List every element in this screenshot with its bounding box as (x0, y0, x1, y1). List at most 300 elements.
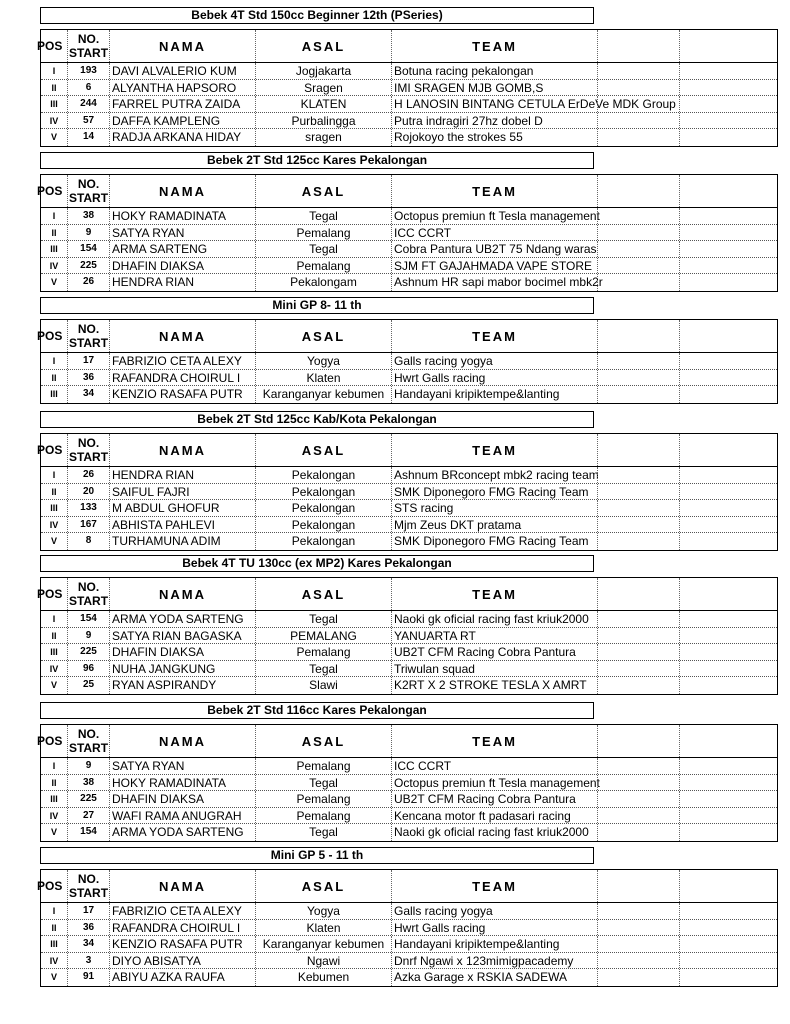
header-empty-col (597, 578, 679, 610)
team-cell: SJM FT GAJAHMADA VAPE STORE (391, 258, 597, 274)
origin-cell: Tegal (255, 775, 391, 791)
team-cell: Kencana motor ft padasari racing (391, 808, 597, 824)
team-cell: H LANOSIN BINTANG CETULA ErDeVe MDK Group (391, 96, 597, 112)
start-number-cell: 154 (67, 241, 109, 257)
rider-name-cell: TURHAMUNA ADIM (109, 533, 255, 550)
table-row (41, 208, 777, 225)
start-number-cell: 133 (67, 500, 109, 516)
origin-cell: Pemalang (255, 791, 391, 807)
rider-name-cell: M ABDUL GHOFUR (109, 500, 255, 516)
table-row (41, 274, 777, 291)
start-number-cell: 244 (67, 96, 109, 112)
results-table (37, 319, 778, 404)
origin-cell: Pemalang (255, 258, 391, 274)
empty-cell (679, 467, 777, 483)
rider-name-cell: KENZIO RASAFA PUTR (109, 386, 255, 403)
table-row (41, 517, 777, 534)
empty-cell (597, 644, 679, 660)
table-row (41, 611, 777, 628)
table-row (41, 824, 777, 841)
start-number-cell: 36 (67, 370, 109, 386)
header-no-start: NO. START (68, 872, 109, 900)
header-team: TEAM (391, 175, 597, 207)
empty-cell (597, 628, 679, 644)
position-cell: V (50, 972, 57, 983)
table-row (41, 533, 777, 550)
table-row (41, 63, 777, 80)
team-cell: YANUARTA RT (391, 628, 597, 644)
empty-cell (679, 370, 777, 386)
header-nama: NAMA (109, 578, 255, 610)
empty-cell (679, 129, 777, 146)
origin-cell: Pekalongan (255, 500, 391, 516)
empty-cell (679, 824, 777, 841)
empty-cell (679, 517, 777, 533)
header-nama: NAMA (109, 175, 255, 207)
empty-cell (597, 370, 679, 386)
header-pos: POS (37, 184, 63, 198)
empty-cell (597, 920, 679, 936)
rider-name-cell: HOKY RAMADINATA (109, 208, 255, 224)
empty-cell (597, 386, 679, 403)
table-row (41, 953, 777, 970)
empty-cell (597, 824, 679, 841)
position-cell: I (52, 614, 56, 624)
position-cell: II (51, 486, 57, 497)
origin-cell: PEMALANG (255, 628, 391, 644)
team-cell: Handayani kripiktempe&lanting (391, 386, 597, 403)
header-empty-col (597, 725, 679, 757)
position-cell: IV (49, 663, 59, 674)
origin-cell: Yogya (255, 903, 391, 919)
empty-cell (679, 969, 777, 986)
team-cell: Dnrf Ngawi x 123mimigpacademy (391, 953, 597, 969)
empty-cell (597, 500, 679, 516)
empty-cell (597, 258, 679, 274)
rider-name-cell: WAFI RAMA ANUGRAH (109, 808, 255, 824)
empty-cell (679, 113, 777, 129)
team-cell: Azka Garage x RSKIA SADEWA (391, 969, 597, 986)
position-cell: V (50, 680, 57, 691)
results-table (37, 577, 778, 695)
start-number-cell: 34 (67, 386, 109, 403)
empty-cell (597, 96, 679, 112)
origin-cell: Pemalang (255, 644, 391, 660)
table-row (41, 467, 777, 484)
rider-name-cell: SATYA RYAN (109, 758, 255, 774)
team-cell: ICC CCRT (391, 758, 597, 774)
table-row (41, 661, 777, 678)
rider-name-cell: ARMA YODA SARTENG (109, 824, 255, 841)
start-number-cell: 38 (67, 208, 109, 224)
start-number-cell: 26 (67, 274, 109, 291)
origin-cell: Pekalongan (255, 517, 391, 533)
rider-name-cell: DHAFIN DIAKSA (109, 258, 255, 274)
empty-cell (597, 113, 679, 129)
origin-cell: Tegal (255, 611, 391, 627)
header-pos: POS (37, 734, 63, 748)
rider-name-cell: ALYANTHA HAPSORO (109, 80, 255, 96)
team-cell: Handayani kripiktempe&lanting (391, 936, 597, 952)
empty-cell (597, 808, 679, 824)
empty-cell (597, 661, 679, 677)
empty-cell (679, 63, 777, 79)
start-number-cell: 36 (67, 920, 109, 936)
empty-cell (679, 96, 777, 112)
team-cell: SMK Diponegoro FMG Racing Team (391, 484, 597, 500)
header-empty-col (597, 30, 679, 62)
header-nama: NAMA (109, 320, 255, 352)
position-cell: III (50, 939, 58, 950)
empty-cell (597, 208, 679, 224)
empty-cell (597, 80, 679, 96)
origin-cell: Tegal (255, 824, 391, 841)
rider-name-cell: DAFFA KAMPLENG (109, 113, 255, 129)
header-team: TEAM (391, 30, 597, 62)
header-team: TEAM (391, 434, 597, 466)
start-number-cell: 96 (67, 661, 109, 677)
header-pos: POS (37, 39, 63, 53)
header-nama: NAMA (109, 434, 255, 466)
origin-cell: Klaten (255, 370, 391, 386)
origin-cell: Yogya (255, 353, 391, 369)
origin-cell: Pemalang (255, 808, 391, 824)
origin-cell: Purbalingga (255, 113, 391, 129)
empty-cell (597, 517, 679, 533)
empty-cell (679, 758, 777, 774)
empty-cell (679, 628, 777, 644)
header-empty-col (679, 578, 777, 610)
table-row (41, 791, 777, 808)
table-row (41, 353, 777, 370)
team-cell: Hwrt Galls racing (391, 920, 597, 936)
table-row (41, 484, 777, 501)
origin-cell: Sragen (255, 80, 391, 96)
header-team: TEAM (391, 870, 597, 902)
start-number-cell: 167 (67, 517, 109, 533)
rider-name-cell: HENDRA RIAN (109, 467, 255, 483)
empty-cell (679, 936, 777, 952)
table-row (41, 225, 777, 242)
table-row (41, 903, 777, 920)
header-team: TEAM (391, 320, 597, 352)
origin-cell: Pekalongan (255, 533, 391, 550)
team-cell: Ashnum BRconcept mbk2 racing team (391, 467, 597, 483)
origin-cell: Tegal (255, 208, 391, 224)
table-row (41, 644, 777, 661)
origin-cell: Tegal (255, 241, 391, 257)
empty-cell (597, 484, 679, 500)
rider-name-cell: DIYO ABISATYA (109, 953, 255, 969)
position-cell: V (50, 536, 57, 547)
table-row (41, 936, 777, 953)
origin-cell: Slawi (255, 677, 391, 694)
position-cell: I (52, 761, 56, 771)
results-table (37, 433, 778, 551)
header-empty-col (597, 870, 679, 902)
origin-cell: Pekalongan (255, 484, 391, 500)
header-no-start: NO. START (68, 436, 109, 464)
empty-cell (597, 903, 679, 919)
table-header (37, 30, 777, 63)
rider-name-cell: SATYA RIAN BAGASKA (109, 628, 255, 644)
header-empty-col (679, 30, 777, 62)
table-row (41, 969, 777, 986)
origin-cell: Tegal (255, 661, 391, 677)
empty-cell (679, 791, 777, 807)
origin-cell: Ngawi (255, 953, 391, 969)
table-header (37, 175, 777, 208)
empty-cell (679, 353, 777, 369)
race-class-title: Bebek 4T Std 150cc Beginner 12th (PSeries) (40, 7, 594, 24)
team-cell: IMI SRAGEN MJB GOMB,S (391, 80, 597, 96)
header-no-start: NO. START (68, 32, 109, 60)
table-row (41, 386, 777, 403)
empty-cell (597, 791, 679, 807)
team-cell: Mjm Zeus DKT pratama (391, 517, 597, 533)
origin-cell: Pekalongam (255, 274, 391, 291)
origin-cell: Kebumen (255, 969, 391, 986)
empty-cell (597, 953, 679, 969)
header-empty-col (597, 320, 679, 352)
header-pos: POS (37, 443, 63, 457)
start-number-cell: 91 (67, 969, 109, 986)
empty-cell (679, 533, 777, 550)
empty-cell (597, 677, 679, 694)
position-cell: IV (49, 260, 59, 271)
origin-cell: Jogjakarta (255, 63, 391, 79)
team-cell: UB2T CFM Racing Cobra Pantura (391, 644, 597, 660)
origin-cell: KLATEN (255, 96, 391, 112)
rider-name-cell: RADJA ARKANA HIDAY (109, 129, 255, 146)
rider-name-cell: ARMA SARTENG (109, 241, 255, 257)
empty-cell (597, 274, 679, 291)
start-number-cell: 17 (67, 903, 109, 919)
origin-cell: Pemalang (255, 225, 391, 241)
empty-cell (679, 241, 777, 257)
header-pos: POS (37, 587, 63, 601)
start-number-cell: 6 (67, 80, 109, 96)
rider-name-cell: KENZIO RASAFA PUTR (109, 936, 255, 952)
position-cell: V (50, 277, 57, 288)
position-cell: II (51, 372, 57, 383)
position-cell: V (50, 827, 57, 838)
header-empty-col (679, 434, 777, 466)
header-team: TEAM (391, 725, 597, 757)
start-number-cell: 193 (67, 63, 109, 79)
team-cell: STS racing (391, 500, 597, 516)
origin-cell: Karanganyar kebumen (255, 386, 391, 403)
empty-cell (679, 775, 777, 791)
team-cell: Galls racing yogya (391, 903, 597, 919)
team-cell: Ashnum HR sapi mabor bocimel mbk2r (391, 274, 597, 291)
empty-cell (597, 936, 679, 952)
position-cell: III (50, 389, 58, 400)
team-cell: Octopus premiun ft Tesla management (391, 208, 597, 224)
team-cell: Cobra Pantura UB2T 75 Ndang waras (391, 241, 597, 257)
empty-cell (597, 611, 679, 627)
table-row (41, 258, 777, 275)
team-cell: Triwulan squad (391, 661, 597, 677)
empty-cell (597, 775, 679, 791)
position-cell: V (50, 132, 57, 143)
start-number-cell: 26 (67, 467, 109, 483)
rider-name-cell: RAFANDRA CHOIRUL I (109, 920, 255, 936)
header-no-start: NO. START (68, 727, 109, 755)
team-cell: Hwrt Galls racing (391, 370, 597, 386)
position-cell: II (51, 922, 57, 933)
origin-cell: sragen (255, 129, 391, 146)
header-nama: NAMA (109, 30, 255, 62)
origin-cell: Klaten (255, 920, 391, 936)
rider-name-cell: ARMA YODA SARTENG (109, 611, 255, 627)
team-cell: UB2T CFM Racing Cobra Pantura (391, 791, 597, 807)
header-asal: ASAL (255, 578, 391, 610)
empty-cell (597, 467, 679, 483)
position-cell: I (52, 211, 56, 221)
start-number-cell: 27 (67, 808, 109, 824)
rider-name-cell: FARREL PUTRA ZAIDA (109, 96, 255, 112)
header-nama: NAMA (109, 870, 255, 902)
header-asal: ASAL (255, 30, 391, 62)
race-class-title: Bebek 2T Std 116cc Kares Pekalongan (40, 702, 594, 719)
results-table (37, 869, 778, 987)
position-cell: IV (49, 810, 59, 821)
start-number-cell: 38 (67, 775, 109, 791)
header-empty-col (679, 175, 777, 207)
table-row (41, 920, 777, 937)
empty-cell (679, 208, 777, 224)
team-cell: Rojokoyo the strokes 55 (391, 129, 597, 146)
position-cell: I (52, 470, 56, 480)
position-cell: II (51, 227, 57, 238)
table-row (41, 758, 777, 775)
header-asal: ASAL (255, 434, 391, 466)
empty-cell (679, 80, 777, 96)
position-cell: II (51, 630, 57, 641)
start-number-cell: 9 (67, 225, 109, 241)
race-class-title: Mini GP 8- 11 th (40, 297, 594, 314)
table-header (37, 725, 777, 758)
table-header (37, 434, 777, 467)
position-cell: III (50, 503, 58, 514)
header-empty-col (597, 434, 679, 466)
empty-cell (597, 225, 679, 241)
start-number-cell: 3 (67, 953, 109, 969)
origin-cell: Karanganyar kebumen (255, 936, 391, 952)
table-header (37, 320, 777, 353)
header-nama: NAMA (109, 725, 255, 757)
empty-cell (679, 953, 777, 969)
start-number-cell: 14 (67, 129, 109, 146)
team-cell: Naoki gk oficial racing fast kriuk2000 (391, 824, 597, 841)
race-class-title: Bebek 2T Std 125cc Kares Pekalongan (40, 152, 594, 169)
header-asal: ASAL (255, 725, 391, 757)
table-row (41, 775, 777, 792)
start-number-cell: 154 (67, 824, 109, 841)
table-row (41, 241, 777, 258)
header-pos: POS (37, 329, 63, 343)
team-cell: K2RT X 2 STROKE TESLA X AMRT (391, 677, 597, 694)
team-cell: Naoki gk oficial racing fast kriuk2000 (391, 611, 597, 627)
empty-cell (679, 484, 777, 500)
header-asal: ASAL (255, 175, 391, 207)
start-number-cell: 8 (67, 533, 109, 550)
team-cell: ICC CCRT (391, 225, 597, 241)
table-row (41, 96, 777, 113)
position-cell: III (50, 794, 58, 805)
empty-cell (597, 241, 679, 257)
team-cell: SMK Diponegoro FMG Racing Team (391, 533, 597, 550)
table-header (37, 870, 777, 903)
rider-name-cell: HENDRA RIAN (109, 274, 255, 291)
rider-name-cell: DHAFIN DIAKSA (109, 644, 255, 660)
rider-name-cell: RAFANDRA CHOIRUL I (109, 370, 255, 386)
race-class-title: Mini GP 5 - 11 th (40, 847, 594, 864)
table-row (41, 129, 777, 146)
empty-cell (597, 129, 679, 146)
empty-cell (679, 677, 777, 694)
header-team: TEAM (391, 578, 597, 610)
empty-cell (597, 969, 679, 986)
rider-name-cell: ABHISTA PAHLEVI (109, 517, 255, 533)
start-number-cell: 9 (67, 758, 109, 774)
empty-cell (679, 258, 777, 274)
rider-name-cell: NUHA JANGKUNG (109, 661, 255, 677)
header-empty-col (679, 725, 777, 757)
empty-cell (597, 758, 679, 774)
table-row (41, 80, 777, 97)
origin-cell: Pemalang (255, 758, 391, 774)
rider-name-cell: SAIFUL FAJRI (109, 484, 255, 500)
rider-name-cell: RYAN ASPIRANDY (109, 677, 255, 694)
team-cell: Botuna racing pekalongan (391, 63, 597, 79)
header-empty-col (679, 870, 777, 902)
empty-cell (597, 63, 679, 79)
position-cell: I (52, 906, 56, 916)
position-cell: II (51, 777, 57, 788)
start-number-cell: 25 (67, 677, 109, 694)
position-cell: IV (49, 519, 59, 530)
table-row (41, 808, 777, 825)
empty-cell (679, 644, 777, 660)
header-no-start: NO. START (68, 580, 109, 608)
start-number-cell: 57 (67, 113, 109, 129)
race-class-title: Bebek 2T Std 125cc Kab/Kota Pekalongan (40, 411, 594, 428)
position-cell: IV (49, 955, 59, 966)
rider-name-cell: SATYA RYAN (109, 225, 255, 241)
position-cell: IV (49, 115, 59, 126)
team-cell: Galls racing yogya (391, 353, 597, 369)
team-cell: Putra indragiri 27hz dobel D (391, 113, 597, 129)
table-row (41, 370, 777, 387)
results-table (37, 174, 778, 292)
empty-cell (679, 225, 777, 241)
empty-cell (679, 611, 777, 627)
rider-name-cell: DHAFIN DIAKSA (109, 791, 255, 807)
position-cell: II (51, 82, 57, 93)
origin-cell: Pekalongan (255, 467, 391, 483)
header-empty-col (679, 320, 777, 352)
table-row (41, 113, 777, 130)
header-no-start: NO. START (68, 177, 109, 205)
empty-cell (679, 386, 777, 403)
position-cell: I (52, 66, 56, 76)
rider-name-cell: HOKY RAMADINATA (109, 775, 255, 791)
results-table (37, 29, 778, 147)
table-row (41, 677, 777, 694)
table-row (41, 628, 777, 645)
